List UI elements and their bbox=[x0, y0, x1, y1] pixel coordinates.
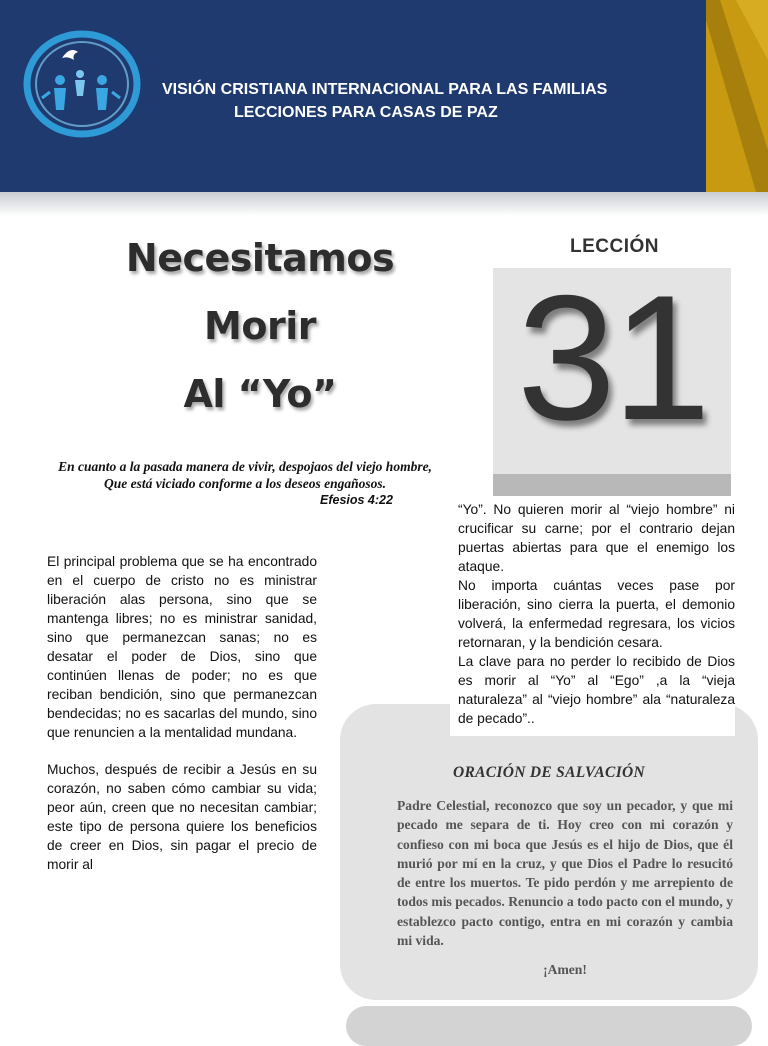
bible-verse bbox=[30, 458, 460, 492]
body-paragraph-2: Muchos, después de recibir a Jesús en su corazón, no saben cómo cambiar su vida; peor aún, creen que no necesitan cambiar; este tipo de persona quiere los beneficios de creer en Dios, sin pagar el precio de morir al bbox=[47, 762, 317, 872]
lesson-number-bar bbox=[493, 474, 731, 496]
header-shadow bbox=[0, 192, 768, 216]
verse-line-2: Que está viciado conforme a los deseos engañosos. bbox=[104, 476, 386, 491]
title-line-3: Al “Yo” bbox=[183, 372, 337, 416]
organization-line-1: VISIÓN CRISTIANA INTERNACIONAL PARA LAS FAMILIAS bbox=[162, 81, 608, 98]
body-paragraph-5: La clave para no perder lo recibido de Dios es morir al “Yo” al “Ego” ,a la “vieja naturaleza” al “viejo hombre” ala “naturaleza de pecado”.. bbox=[458, 654, 735, 726]
body-right-column bbox=[450, 500, 735, 736]
prayer-title: ORACIÓN DE SALVACIÓN bbox=[452, 764, 646, 781]
body-paragraph-3: “Yo”. No quieren morir al “viejo hombre” ni crucificar su carne; por el contrario dejan puertas abiertas para que el enemigo los ataque. bbox=[458, 502, 735, 574]
verse-line-1: En cuanto a la pasada manera de vivir, despojaos del viejo hombre, bbox=[58, 459, 432, 474]
prayer-amen: ¡Amen! bbox=[543, 962, 587, 977]
title-line-1: Necesitamos bbox=[125, 236, 395, 280]
lesson-label: LECCIÓN bbox=[570, 236, 659, 257]
header-band bbox=[0, 0, 768, 192]
body-left-column bbox=[47, 552, 317, 892]
lesson-title bbox=[40, 228, 480, 432]
next-box-edge bbox=[346, 1006, 752, 1046]
organization-name bbox=[162, 78, 682, 124]
body-paragraph-4: No importa cuántas veces pase por liberación, sino cierra la puerta, el demonio volverá, la enfermedad regresara, los vicios retornaran, y la bendición cesara. bbox=[458, 578, 735, 650]
prayer-text: Padre Celestial, reconozco que soy un pecador, y que mi pecado me separa de ti. Hoy creo con mi corazón y confieso con mi boca que Jesús es el hijo de Dios, que él murió por mí en la cruz, y que Dios el Padre lo resucitó de entre los muertos. Te pido perdón y me arrepiento de todos mis pecados. Renuncio a todo pacto con el mundo, y establezco pacto contigo, entra en mi corazón y cambia mi vida. bbox=[397, 798, 733, 949]
verse-reference: Efesios 4:22 bbox=[320, 493, 393, 507]
organization-line-2: LECCIONES PARA CASAS DE PAZ bbox=[234, 104, 498, 121]
body-paragraph-1: El principal problema que se ha encontrado en el cuerpo de cristo no es ministrar liberación alas persona, sino que se mantenga libres; no es ministrar sanidad, sino que permanezcan sanas; no es desatar el poder de Dios, sino que continúen llenas de poder; no es que reciban bendición, sino que permanezcan bendecidas; no es sacarlas del mundo, sino que renuncien a la mentalidad mundana. bbox=[47, 554, 317, 740]
gold-stripe-decoration bbox=[706, 0, 768, 192]
lesson-number: 31 bbox=[517, 258, 707, 457]
title-line-2: Morir bbox=[204, 304, 316, 348]
family-dove-logo-icon bbox=[20, 28, 144, 140]
